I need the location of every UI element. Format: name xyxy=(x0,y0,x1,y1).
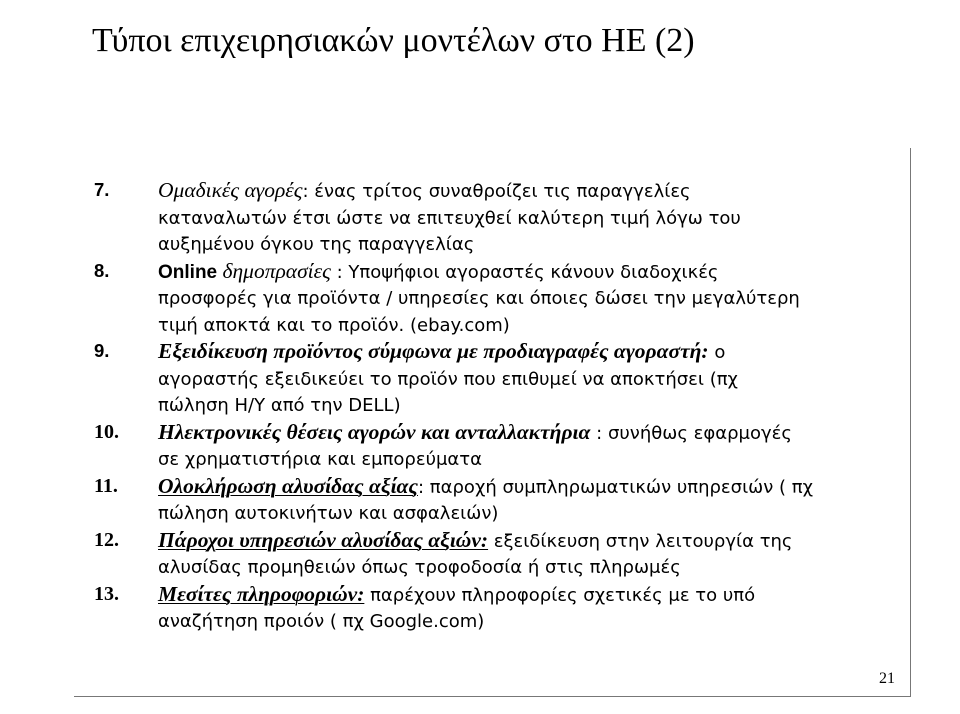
item-lead-prefix: Online xyxy=(158,261,218,283)
item-lead: Εξειδίκευση προϊόντος σύμφωνα με προδιαγραφές αγοραστή: xyxy=(158,339,709,363)
item-number: 7. xyxy=(94,179,110,200)
item-number: 9. xyxy=(94,340,110,361)
item-number: 13. xyxy=(94,582,119,605)
item-text: παρέχουν πληροφορίες σχετικές με το υπό αναζήτηση προιόν ( πχ Google.com) xyxy=(158,584,756,632)
item-number: 8. xyxy=(94,259,110,281)
item-lead: Πάροχοι υπηρεσιών αλυσίδας αξιών: xyxy=(158,527,489,552)
list-item xyxy=(94,259,814,339)
page-number: 21 xyxy=(879,670,895,687)
list-item xyxy=(94,339,814,419)
item-text: : συνήθως εφαρμογές σε χρηματιστήρια και εμπορεύματα xyxy=(158,422,792,470)
slide-title: Τύποι επιχειρησιακών μοντέλων στο ΗΕ (2) xyxy=(92,22,695,59)
item-number: 10. xyxy=(94,420,119,443)
item-number: 11. xyxy=(94,474,118,497)
item-text: ο αγοραστής εξειδικεύει το προϊόν που επιθυμεί να αποκτήσει (πχ πώληση Η/Υ από την DELL) xyxy=(158,342,738,416)
list-item xyxy=(94,474,814,527)
list-item xyxy=(94,178,814,258)
item-lead: δημοπρασίες xyxy=(217,258,331,283)
item-text: : ένας τρίτος συναθροίζει τις παραγγελίες καταναλωτών έτσι ώστε να επιτευχθεί καλύτερη τιμή λόγω του αυξημένου όγκου της παραγγελίας xyxy=(158,181,741,255)
list-item xyxy=(94,420,814,473)
item-lead: Ολοκλήρωση αλυσίδας αξίας xyxy=(158,473,419,498)
item-text: : Υποψήφιοι αγοραστές κάνουν διαδοχικές προσφορές για προϊόντα / υπηρεσίες και όποιες δώσει την μεγαλύτερη τιμή αποκτά και το προϊόν. (ebay.com) xyxy=(158,261,800,336)
item-text: εξειδίκευση στην λειτουργία της αλυσίδας προμηθειών όπως τροφοδοσία ή στις πληρωμές xyxy=(158,530,793,578)
item-lead: Ηλεκτρονικές θέσεις αγορών και ανταλλακτήρια xyxy=(158,419,591,444)
list-item xyxy=(94,582,814,635)
list-item xyxy=(94,528,814,581)
item-lead: Μεσίτες πληροφοριών: xyxy=(158,581,365,606)
item-text: : παροχή συμπληρωματικών υπηρεσιών ( πχ πώληση αυτοκινήτων και ασφαλειών) xyxy=(158,476,813,524)
business-model-list xyxy=(94,178,814,636)
item-lead: Ομαδικές αγορές xyxy=(158,178,303,202)
item-number: 12. xyxy=(94,528,119,551)
